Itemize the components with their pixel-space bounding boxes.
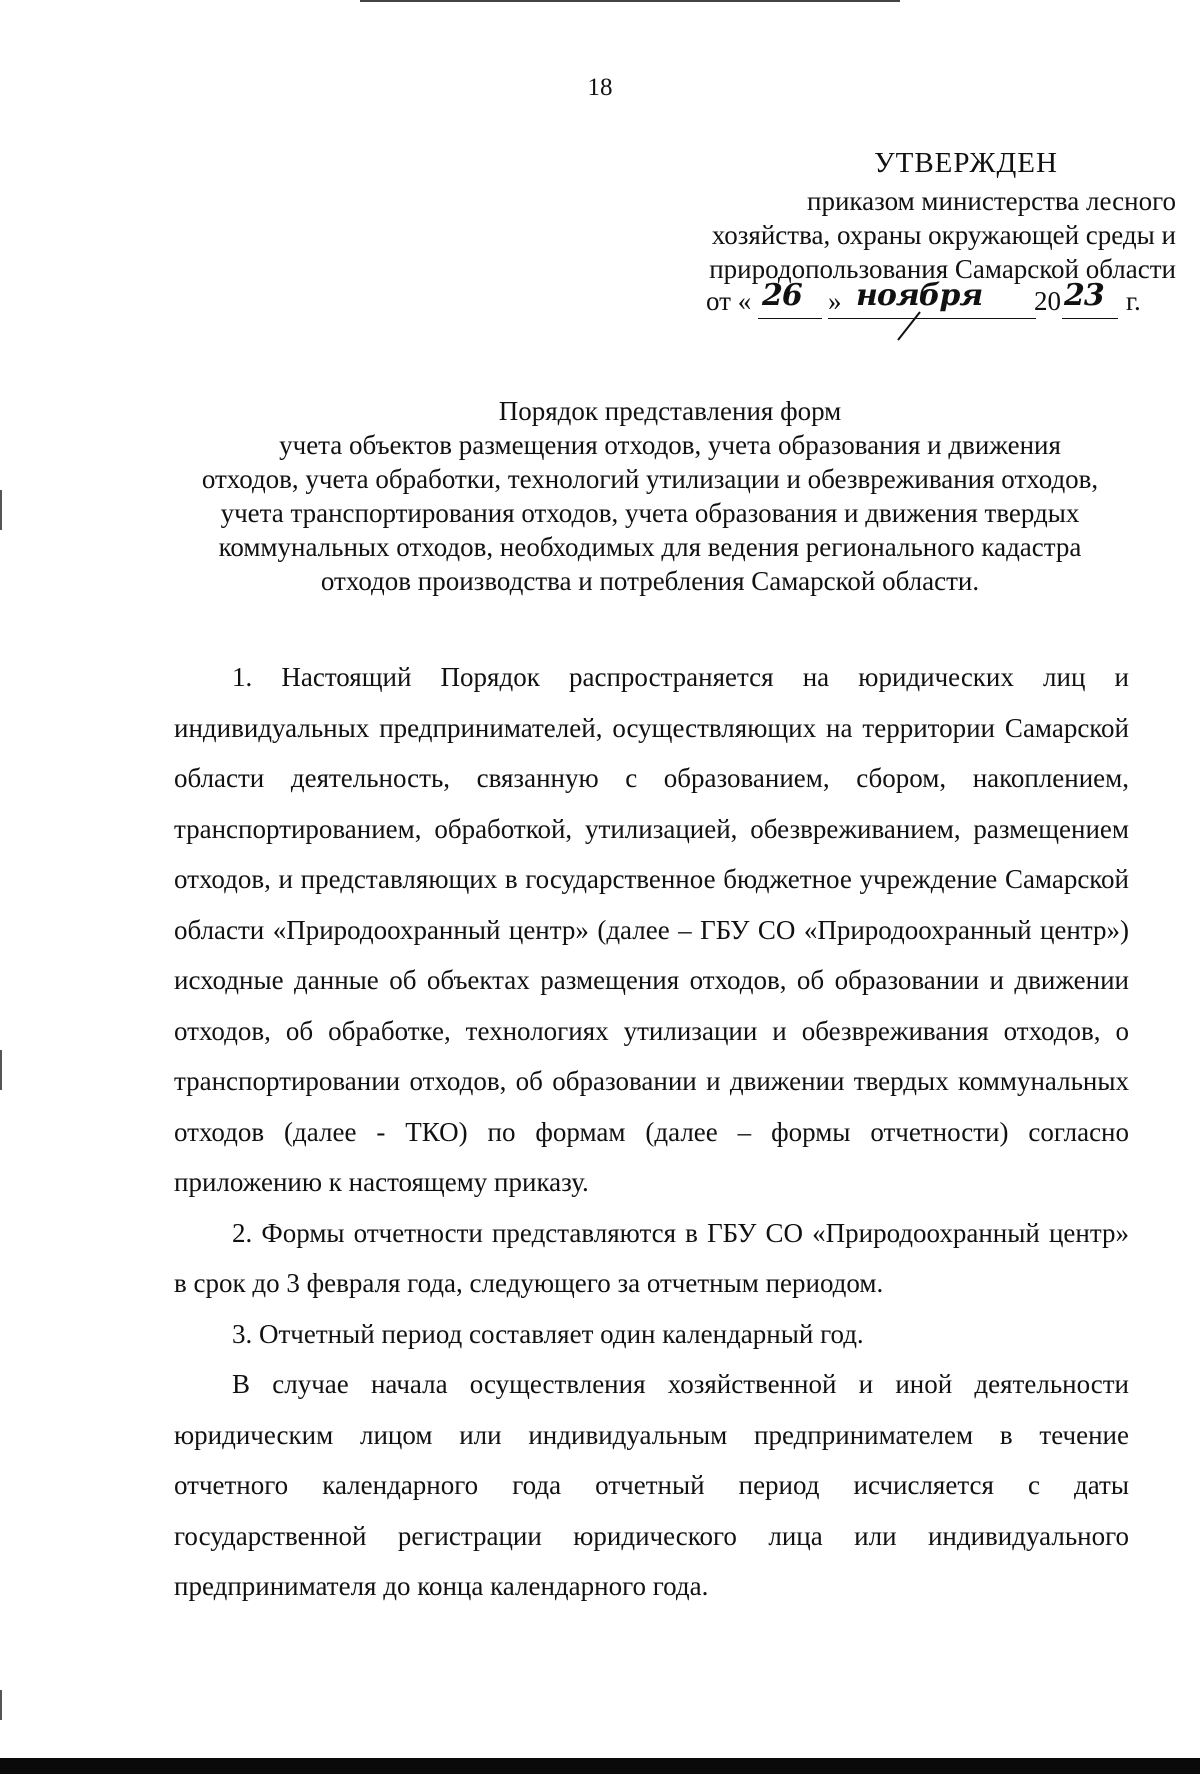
date-suffix: г. [1126, 286, 1141, 316]
approval-line: природопользования Самарской области [709, 254, 1176, 284]
date-prefix: от « [706, 286, 752, 316]
date-month-handwritten: ноября [856, 278, 983, 313]
approval-heading: УТВЕРЖДЕН [874, 147, 1058, 179]
title-line: учета объектов размещения отходов, учета образования и движения [279, 430, 1061, 460]
paragraph-4: В случае начала осуществления хозяйственной и иной деятельности юридическим лицом или индивидуальным предпринимателем в течение отчетного календарного года отчетный период исчисляется с даты государственной регистрации юридического лица или индивидуального предпринимателя до конца календарного года. [174, 1369, 1129, 1601]
approval-line: приказом министерства лесного [807, 186, 1176, 216]
title-line: отходов производства и потребления Самарской области. [320, 566, 980, 596]
handwritten-stroke-icon [890, 310, 930, 342]
scan-bottom-edge [0, 1758, 1200, 1774]
date-month-underline [828, 318, 1036, 319]
approval-line: хозяйства, охраны окружающей среды и [711, 220, 1176, 250]
title-line: учета транспортирования отходов, учета образования и движения твердых [220, 498, 1080, 528]
title-line: Порядок представления форм [498, 396, 842, 426]
paragraph-1: 1. Настоящий Порядок распространяется на юридических лиц и индивидуальных предпринимателей, осуществляющих на территории Самарской области деятельность, связанную с образованием, сбором, накоплением, транспортированием, обработкой, утилизацией, обезвреживанием, размещением отходов, и представляющих в государственное бюджетное учреждение Самарской области «Природоохранный центр» (далее – ГБУ СО «Природоохранный центр») исходные данные об объектах размещения отходов, об образовании и движении отходов, об обработке, технологиях утилизации и обезвреживания отходов, о транспортировании отходов, об образовании и движении твердых коммунальных отходов (далее - ТКО) по формам (далее – формы отчетности) согласно приложению к настоящему приказу. [174, 662, 1129, 1197]
date-year-underline [1062, 318, 1118, 319]
paragraph-3: 3. Отчетный период составляет один календарный год. [232, 1318, 864, 1349]
title-line: коммунальных отходов, необходимых для ведения регионального кадастра [218, 532, 1082, 562]
approval-block [626, 146, 1186, 286]
date-day-handwritten: 26 [762, 278, 802, 313]
date-year-handwritten: 23 [1064, 278, 1104, 313]
paragraph-2: 2. Формы отчетности представляются в ГБУ СО «Природоохранный центр» в срок до 3 февраля года, следующего за отчетным периодом. [174, 1217, 1129, 1298]
scan-top-edge [360, 0, 900, 2]
date-year-prefix: 20 [1034, 286, 1061, 316]
title-line: отходов, учета обработки, технологий утилизации и обезвреживания отходов, [201, 464, 1099, 494]
date-day-underline [758, 318, 822, 319]
page-number: 18 [587, 74, 613, 101]
scan-left-mark [0, 1690, 2, 1720]
date-quote-close: » [828, 286, 842, 316]
approval-date [706, 278, 1186, 326]
document-title [150, 394, 1150, 598]
document-body [174, 652, 1129, 1612]
scan-left-mark [0, 490, 2, 530]
scan-left-mark [0, 1050, 2, 1090]
